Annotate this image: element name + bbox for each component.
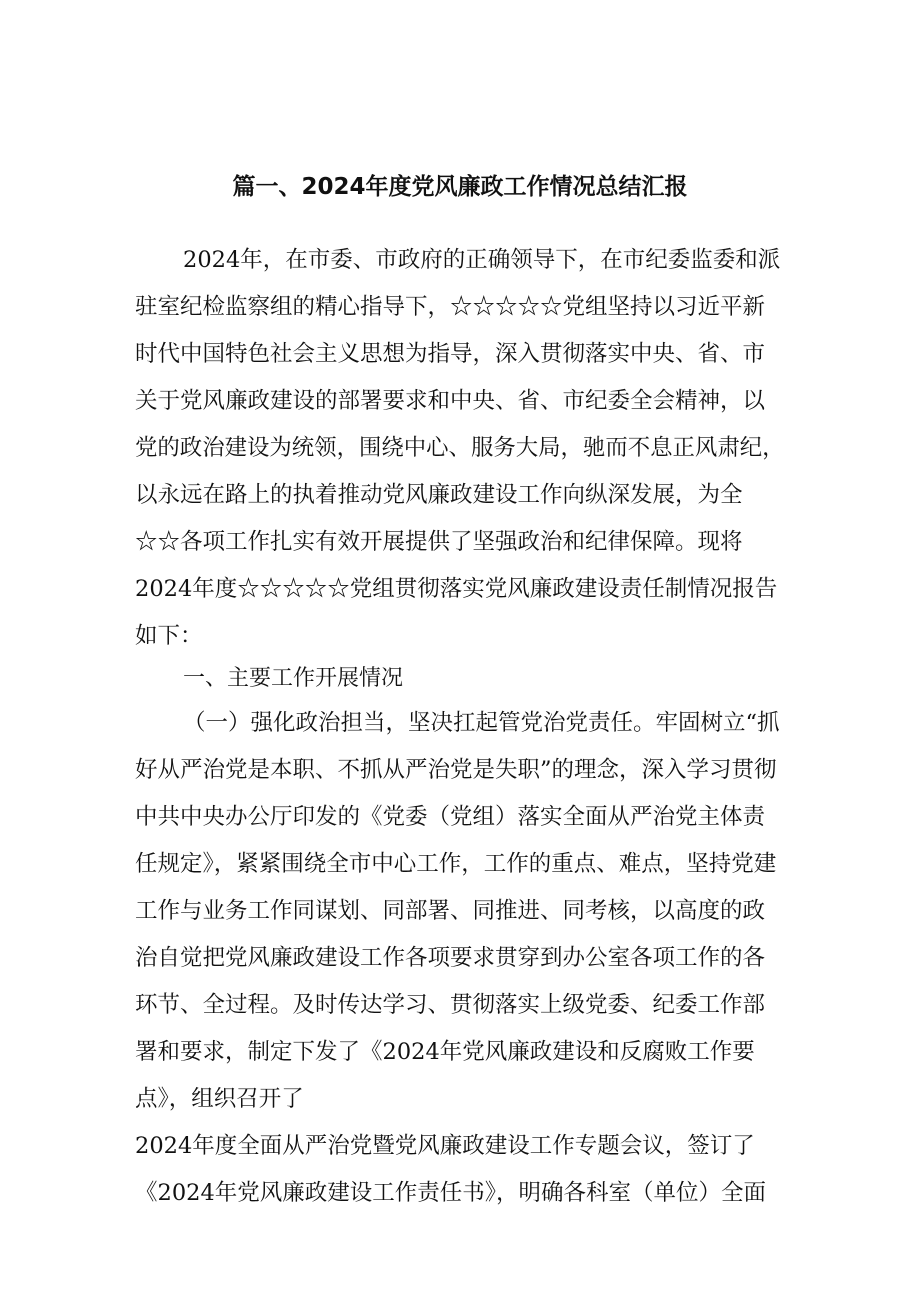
document-title: 篇一、2024年度党风廉政工作情况总结汇报: [232, 174, 688, 200]
paragraph-line: 党的政治建设为统领，围绕中心、服务大局，驰而不息正风肃纪，: [135, 435, 785, 461]
paragraph-line: 以永远在路上的执着推动党风廉政建设工作向纵深发展，为全: [135, 482, 743, 508]
paragraph-line: 署和要求，制定下发了《2024年党风廉政建设和反腐败工作要: [135, 1039, 755, 1065]
paragraph-line: 2024年度☆☆☆☆☆党组贯彻落实党风廉政建设责任制情况报告: [135, 576, 778, 602]
paragraph-line: 2024年度全面从严治党暨党风廉政建设工作专题会议，签订了: [135, 1133, 755, 1159]
paragraph-line: 好从严治党是本职、不抓从严治党是失职”的理念，深入学习贯彻: [135, 757, 777, 783]
paragraph-line: 《2024年党风廉政建设工作责任书》，明确各科室（单位）全面: [135, 1180, 767, 1206]
paragraph-line: 任规定》，紧紧围绕全市中心工作，工作的重点、难点，坚持党建: [135, 851, 777, 877]
paragraph-line: （一）强化政治担当，坚决扛起管党治党责任。牢固树立“抓: [183, 710, 780, 736]
paragraph-line: 2024年，在市委、市政府的正确领导下，在市纪委监委和派: [183, 247, 781, 273]
paragraph-line: 驻室纪检监察组的精心指导下，☆☆☆☆☆党组坚持以习近平新: [135, 294, 766, 320]
paragraph-line: 如下：: [135, 623, 203, 649]
paragraph-line: 工作与业务工作同谋划、同部署、同推进、同考核，以高度的政: [135, 898, 766, 924]
paragraph-line: 环节、全过程。及时传达学习、贯彻落实上级党委、纪委工作部: [135, 992, 766, 1018]
paragraph-line: ☆☆各项工作扎实有效开展提供了坚强政治和纪律保障。现将: [135, 529, 743, 555]
paragraph-line: 点》，组织召开了: [135, 1086, 304, 1112]
paragraph-line: 时代中国特色社会主义思想为指导，深入贯彻落实中央、省、市: [135, 341, 766, 367]
section-heading: 一、主要工作开展情况: [183, 666, 404, 691]
paragraph-line: 治自觉把党风廉政建设工作各项要求贯穿到办公室各项工作的各: [135, 945, 766, 971]
paragraph-line: 中共中央办公厅印发的《党委（党组）落实全面从严治党主体责: [135, 804, 766, 830]
paragraph-line: 关于党风廉政建设的部署要求和中央、省、市纪委全会精神，以: [135, 388, 766, 414]
